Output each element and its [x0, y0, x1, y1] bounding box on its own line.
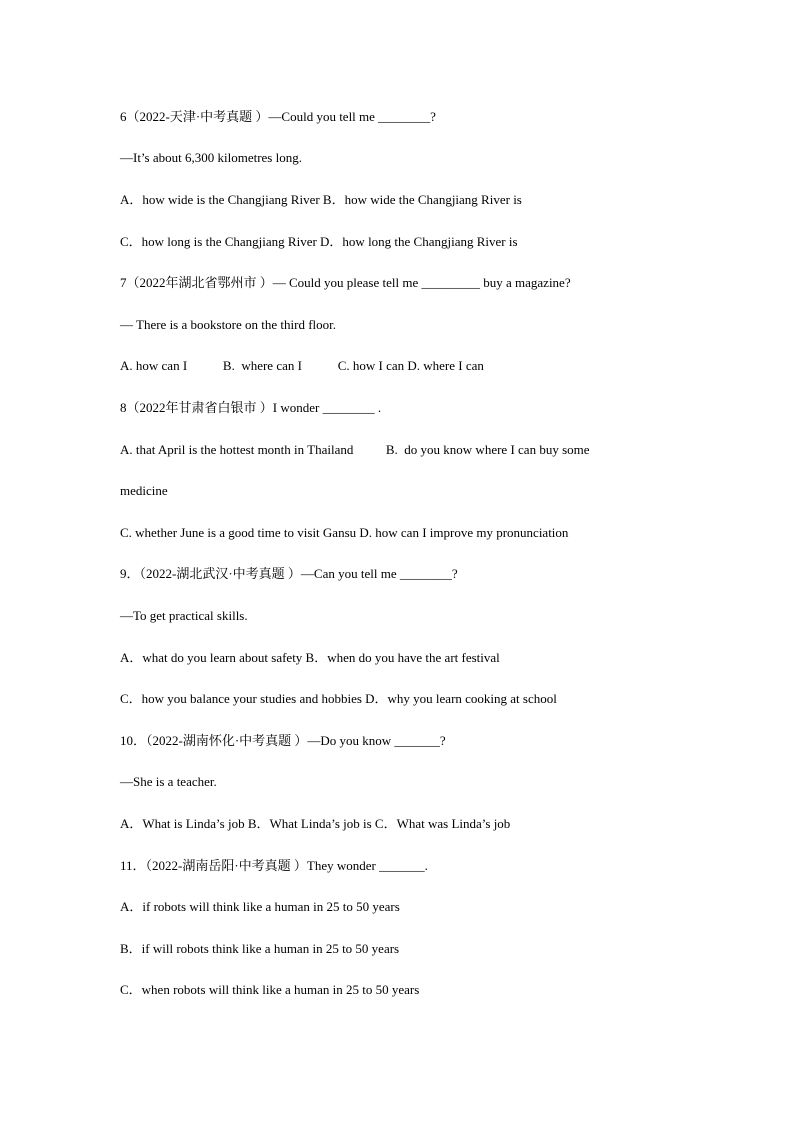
q7-stem: 7（2022年湖北省鄂州市 ）— Could you please tell me _________ buy a magazine?	[120, 275, 571, 290]
q6-stem: 6（2022-天津·中考真题 ）—Could you tell me ________?	[120, 109, 436, 124]
q11-option-a: A．if robots will think like a human in 25 to 50 years	[120, 899, 400, 914]
q11-option-b: B．if will robots think like a human in 25 to 50 years	[120, 941, 400, 956]
q10-stem: 10．（2022-湖南怀化·中考真题 ）—Do you know _______?	[120, 733, 446, 748]
q6-options-ab: A．how wide is the Changjiang River B．how wide the Changjiang River is	[120, 192, 522, 207]
q7-options: A. how can I B. where can I C. how I can D. where I can	[120, 358, 484, 373]
q8-options-ab-cont: medicine	[120, 483, 168, 498]
q9-options-ab: A．what do you learn about safety B．when do you have the art festival	[120, 650, 500, 665]
q7-answer-line: — There is a bookstore on the third floor.	[120, 317, 337, 332]
q11-stem: 11．（2022-湖南岳阳·中考真题 ）They wonder _______.	[120, 858, 428, 873]
q6-options-cd: C．how long is the Changjiang River D．how long the Changjiang River is	[120, 234, 518, 249]
q8-options-ab: A. that April is the hottest month in Thailand B. do you know where I can buy some	[120, 442, 590, 457]
q10-answer-line: —She is a teacher.	[120, 774, 217, 789]
q6-answer-line: —It’s about 6,300 kilometres long.	[120, 150, 302, 165]
q11-option-c: C．when robots will think like a human in 25 to 50 years	[120, 982, 420, 997]
q10-options: A．What is Linda’s job B．What Linda’s job is C．What was Linda’s job	[120, 816, 511, 831]
q8-stem: 8（2022年甘肃省白银市 ）I wonder ________ .	[120, 400, 382, 415]
q9-answer-line: —To get practical skills.	[120, 608, 248, 623]
q9-stem: 9．（2022-湖北武汉·中考真题 ）—Can you tell me ________?	[120, 566, 458, 581]
q8-options-cd: C. whether June is a good time to visit Gansu D. how can I improve my pronunciation	[120, 525, 569, 540]
q9-options-cd: C．how you balance your studies and hobbies D．why you learn cooking at school	[120, 691, 557, 706]
